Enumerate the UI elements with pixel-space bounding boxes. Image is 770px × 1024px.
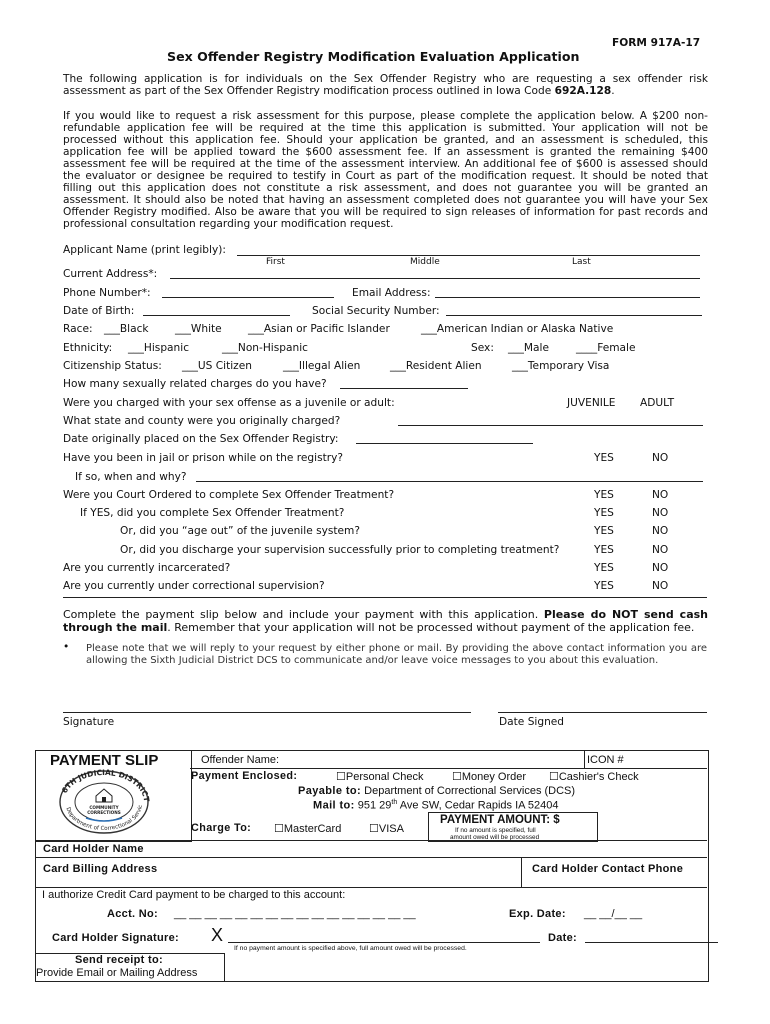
dcs-seal-logo: [56, 768, 152, 834]
race-label: Race:: [63, 323, 93, 335]
incarcerated-no[interactable]: NO: [652, 562, 669, 574]
card-date-label: Date:: [548, 932, 578, 944]
incarcerated-yes[interactable]: YES: [594, 562, 614, 574]
middle-name-caption: Middle: [410, 257, 440, 267]
signature-field[interactable]: [63, 712, 471, 713]
seal-top-text: 6TH JUDICIAL DISTRICT: [59, 768, 152, 803]
date-placed-field[interactable]: [356, 443, 533, 444]
mail-to-line: Mail to: 951 29th Ave SW, Cedar Rapids IA 52404: [313, 799, 559, 812]
ssn-label: Social Security Number:: [312, 305, 440, 317]
account-number-label: Acct. No:: [107, 908, 158, 920]
incarcerated-question: Are you currently incarcerated?: [63, 562, 231, 574]
slip-row-line: [35, 887, 707, 888]
citizenship-us-option[interactable]: ___US Citizen: [182, 360, 252, 372]
mastercard-option[interactable]: ☐MasterCard: [274, 823, 342, 835]
citizenship-illegal-option[interactable]: ___Illegal Alien: [283, 360, 361, 372]
visa-option[interactable]: ☐VISA: [369, 823, 404, 835]
amount-note-line-1: If no amount is specified, full: [455, 827, 536, 834]
email-label: Email Address:: [352, 287, 431, 299]
date-signed-field[interactable]: [498, 712, 707, 713]
slip-row-line: [35, 857, 707, 858]
juvenile-question: Were you charged with your sex offense as a juvenile or adult:: [63, 397, 395, 409]
juvenile-option[interactable]: JUVENILE: [567, 397, 616, 409]
icon-number-label: ICON #: [587, 754, 624, 766]
ethnicity-non-hispanic-option[interactable]: ___Non-Hispanic: [222, 342, 308, 354]
discharge-no[interactable]: NO: [652, 544, 669, 556]
page-title: Sex Offender Registry Modification Evaluation Application: [167, 49, 580, 64]
sex-female-option[interactable]: ____Female: [576, 342, 636, 354]
payment-enclosed-label: Payment Enclosed:: [191, 770, 298, 782]
race-native-option[interactable]: ___American Indian or Alaska Native: [421, 323, 614, 335]
charge-to-label: Charge To:: [191, 822, 252, 834]
ssn-field[interactable]: [446, 315, 702, 316]
discharge-yes[interactable]: YES: [594, 544, 614, 556]
date-placed-question: Date originally placed on the Sex Offender Registry:: [63, 433, 339, 445]
race-asian-option[interactable]: ___Asian or Pacific Islander: [248, 323, 390, 335]
state-county-field[interactable]: [398, 425, 703, 426]
citizenship-resident-option[interactable]: ___Resident Alien: [390, 360, 482, 372]
payment-footnote: If no payment amount is specified above, full amount owed will be processed.: [234, 945, 467, 952]
payment-instructions: Complete the payment slip below and include your payment with this application. Please do NOT send cash through the mail. Remember that your application will not be processed without payment of the application fee.: [63, 608, 709, 634]
jail-when-field[interactable]: [196, 481, 703, 482]
age-out-question: Or, did you “age out” of the juvenile system?: [120, 525, 360, 537]
jail-no[interactable]: NO: [652, 452, 669, 464]
slip-row-line: [190, 768, 707, 769]
intro-paragraph-2: If you would like to request a risk assessment for this purpose, please complete the application below. A $200 non-refundable application fee will be required at the time this application is submitted. Your application will not be processed without this application fee. Should your application be granted, and an assessment is scheduled, this application fee will be applied toward the $600 assessment fee. If an assessment is granted the remaining $400 assessment fee will be required at the time of the assessment interview. An additional fee of $600 is assessed should the evaluator or designee be required to testify in Court as part of the modification request. It should be noted that filling out this application does not constitute a risk assessment, and does not guarantee you will be granted an assessment. It should also be noted that having an assessment completed does not guarantee you will have your Sex Offender Registry modified. Also be aware that you will be required to sign releases of information for past records and professional consultation regarding your modification request.: [63, 110, 708, 230]
slip-row-line: [35, 840, 707, 841]
citizenship-label: Citizenship Status:: [63, 360, 162, 372]
treatment-done-question: If YES, did you complete Sex Offender Treatment?: [80, 507, 345, 519]
state-county-question: What state and county were you originally charged?: [63, 415, 341, 427]
jail-yes[interactable]: YES: [594, 452, 614, 464]
amount-note-line-2: amount owed will be processed: [450, 834, 540, 841]
adult-option[interactable]: ADULT: [640, 397, 675, 409]
applicant-name-field[interactable]: [237, 255, 700, 256]
race-white-option[interactable]: ___White: [175, 323, 222, 335]
jail-when-question: If so, when and why?: [75, 471, 187, 483]
sex-label: Sex:: [471, 342, 494, 354]
treatment-no[interactable]: NO: [652, 489, 669, 501]
authorization-text: I authorize Credit Card payment to be charged to this account:: [42, 889, 346, 901]
cashiers-check-option[interactable]: ☐Cashier's Check: [549, 771, 639, 783]
card-date-field[interactable]: [585, 942, 718, 943]
treatment-done-no[interactable]: NO: [652, 507, 669, 519]
dob-label: Date of Birth:: [63, 305, 135, 317]
first-name-caption: First: [266, 257, 285, 267]
send-receipt-label: Send receipt to:: [75, 954, 163, 966]
form-number: FORM 917A-17: [612, 37, 701, 49]
phone-label: Phone Number*:: [63, 287, 151, 299]
billing-divider: [521, 857, 522, 887]
seal-swoosh-icon: [86, 818, 122, 821]
supervision-question: Are you currently under correctional supervision?: [63, 580, 325, 592]
icon-divider: [584, 750, 585, 768]
age-out-yes[interactable]: YES: [594, 525, 614, 537]
card-holder-signature-label: Card Holder Signature:: [52, 932, 180, 944]
personal-check-option[interactable]: ☐Personal Check: [336, 771, 424, 783]
dob-field[interactable]: [143, 315, 290, 316]
expiration-date-field[interactable]: __ __/__ __: [584, 908, 643, 920]
seal-bottom-text: Department of Correctional Servic: [64, 804, 145, 833]
account-number-field[interactable]: __ __ __ __ __ __ __ __ __ __ __ __ __ __ __ __: [174, 908, 416, 920]
last-name-caption: Last: [572, 257, 591, 267]
address-label: Current Address*:: [63, 268, 158, 280]
section-divider: [63, 597, 707, 598]
discharge-question: Or, did you discharge your supervision successfully prior to completing treatment?: [120, 544, 560, 556]
signature-x-mark: X: [211, 925, 224, 945]
treatment-question: Were you Court Ordered to complete Sex Offender Treatment?: [63, 489, 395, 501]
card-billing-address-label: Card Billing Address: [43, 863, 158, 875]
applicant-name-label: Applicant Name (print legibly):: [63, 244, 226, 256]
payment-slip-title: PAYMENT SLIP: [50, 752, 159, 769]
race-black-option[interactable]: ___Black: [104, 323, 149, 335]
card-holder-name-label: Card Holder Name: [43, 843, 144, 855]
treatment-done-yes[interactable]: YES: [594, 507, 614, 519]
age-out-no[interactable]: NO: [652, 525, 669, 537]
card-signature-field[interactable]: [228, 942, 540, 943]
jail-question: Have you been in jail or prison while on the registry?: [63, 452, 344, 464]
supervision-no[interactable]: NO: [652, 580, 669, 592]
receipt-address-hint: Provide Email or Mailing Address: [36, 967, 198, 979]
money-order-option[interactable]: ☐Money Order: [452, 771, 527, 783]
signature-label: Signature: [63, 716, 115, 728]
offender-name-label: Offender Name:: [201, 754, 280, 766]
intro-paragraph-1: The following application is for individuals on the Sex Offender Registry who are requesting a sex offender risk assessment as part of the Sex Offender Registry modification process outlined in Iowa Code 692A.128.: [63, 73, 708, 97]
seal-center-line-1: COMMUNITY: [89, 805, 119, 810]
payable-to-line: Payable to: Department of Correctional Services (DCS): [298, 785, 576, 797]
payment-amount-label: PAYMENT AMOUNT: $: [440, 814, 560, 826]
charges-field[interactable]: [340, 388, 468, 389]
bullet-icon: •: [63, 641, 70, 653]
seal-center-line-2: CORRECTIONS: [87, 810, 121, 815]
ethnicity-hispanic-option[interactable]: ___Hispanic: [128, 342, 190, 354]
address-field[interactable]: [170, 278, 700, 279]
contact-notice: Please note that we will reply to your request by either phone or mail. By providing the above contact information you are allowing the Sixth Judicial District DCS to communicate and/or leave voice messages to you about this evaluation.: [86, 643, 707, 666]
email-field[interactable]: [435, 297, 700, 298]
expiration-date-label: Exp. Date:: [509, 908, 566, 920]
ethnicity-label: Ethnicity:: [63, 342, 113, 354]
treatment-yes[interactable]: YES: [594, 489, 614, 501]
date-signed-label: Date Signed: [499, 716, 565, 728]
supervision-yes[interactable]: YES: [594, 580, 614, 592]
sex-male-option[interactable]: ___Male: [508, 342, 549, 354]
card-holder-phone-label: Card Holder Contact Phone: [532, 863, 684, 875]
phone-field[interactable]: [162, 297, 334, 298]
citizenship-temp-visa-option[interactable]: ___Temporary Visa: [512, 360, 610, 372]
charges-question: How many sexually related charges do you have?: [63, 378, 327, 390]
